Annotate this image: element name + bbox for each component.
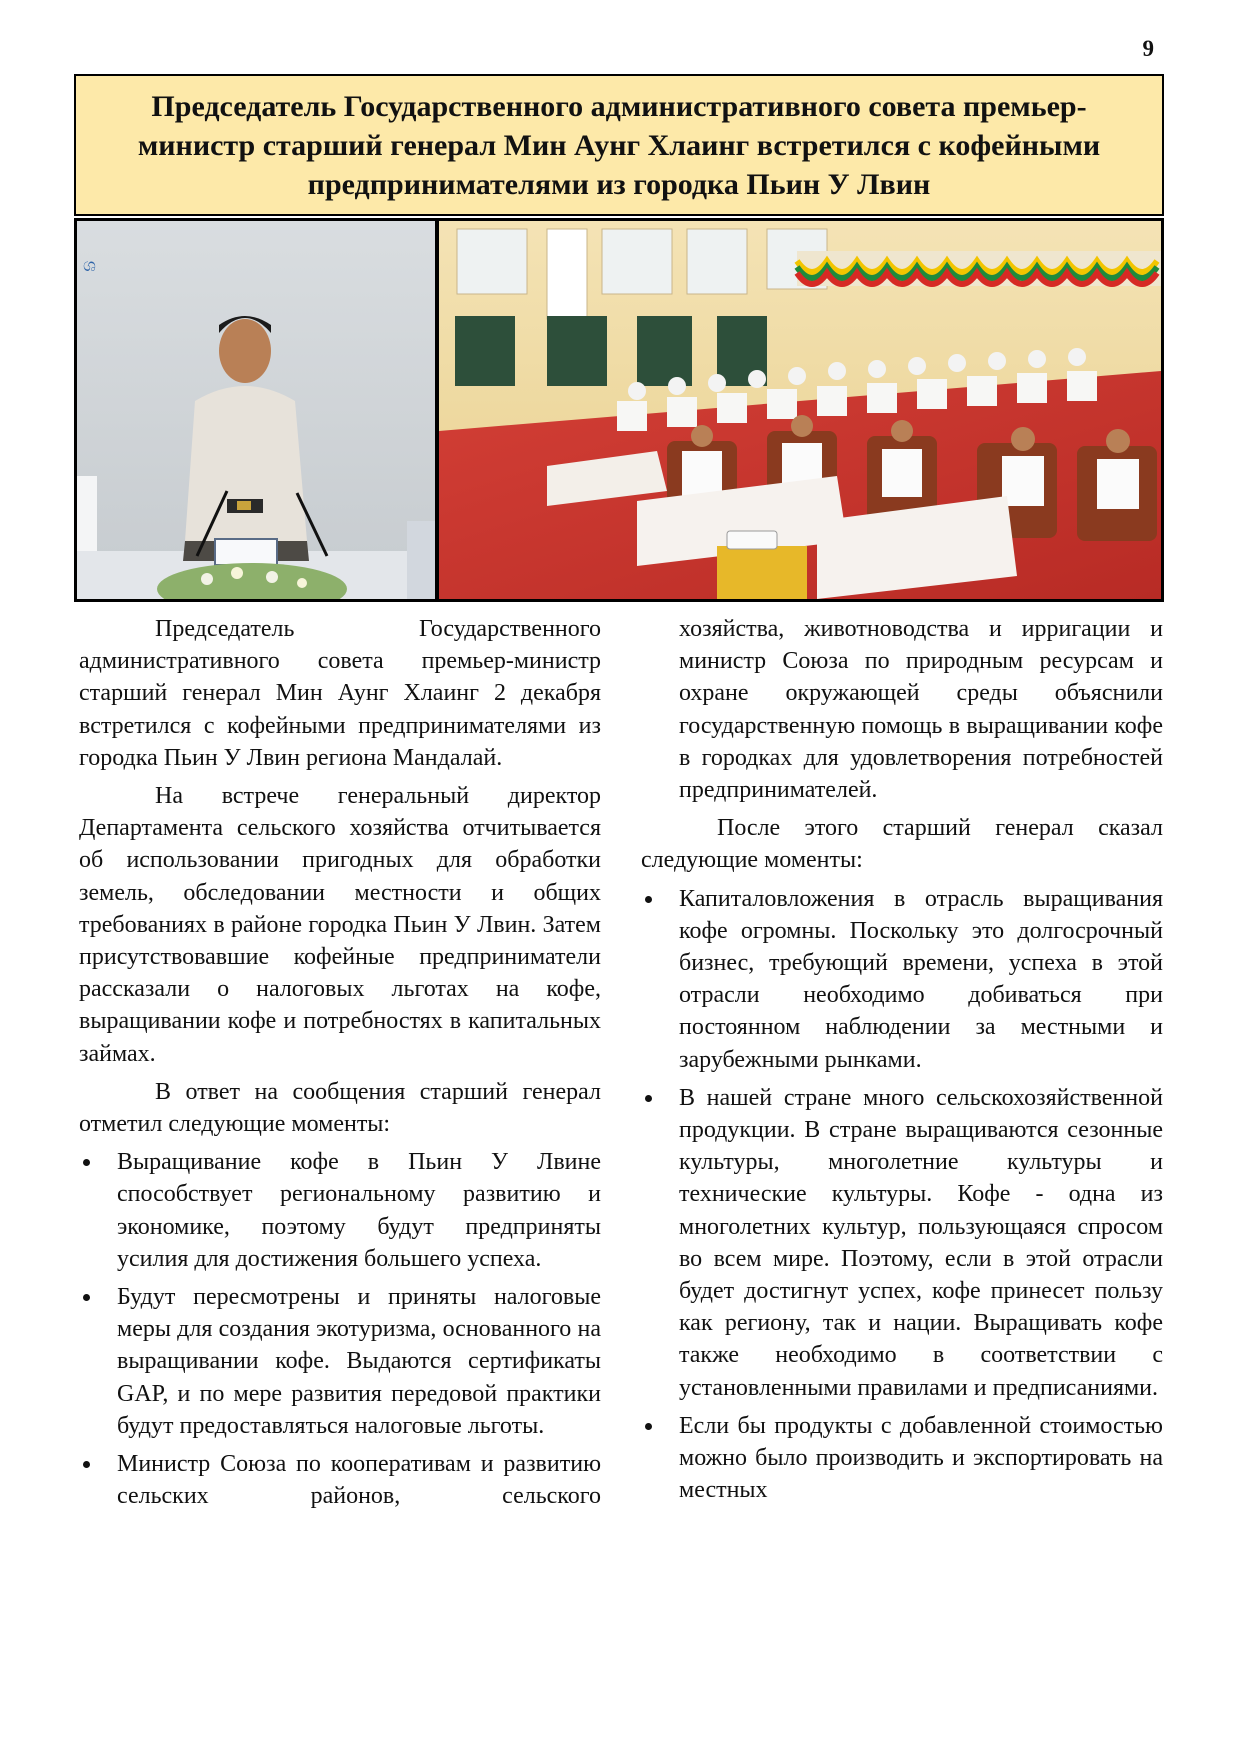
- svg-text:ශ: ශ: [83, 255, 96, 276]
- paragraph-points: После этого старший генерал сказал следующие моменты:: [641, 815, 1163, 874]
- right-bullet-list: [641, 883, 1163, 1507]
- list-item: В нашей стране много сельскохозяйственной продукции. В стране выращиваются сезонные культуры, многолетние культуры и технические культуры. Кофе - одна из многолетних культур, пользующаяся спросом во всем мире. Поэтому, если в этой отрасли будет достигнут успех, кофе принесет пользу как региону, так и нации. Выращивать кофе также необходимо в соответствии с установленными правилами и предписаниями.: [641, 1082, 1163, 1404]
- title-line-2: министр старший генерал Мин Аунг Хлаинг встретился с кофейными: [137, 128, 1101, 162]
- list-item: Будут пересмотрены и приняты налоговые меры для создания экотуризма, основанного на выращивании кофе. Выдаются сертификаты GAP, и по мере развития передовой практики будут предоставляться налоговые льготы.: [79, 1281, 601, 1442]
- list-item: Если бы продукты с добавленной стоимостью можно было производить и экспортировать на местных: [641, 1410, 1163, 1507]
- left-column: [79, 613, 601, 1518]
- left-bullet-list: [79, 1146, 601, 1512]
- article-title: [74, 74, 1164, 216]
- list-item: Министр Союза по кооперативам и развитию сельских районов, сельского: [79, 1448, 601, 1512]
- speaker-panel: [77, 221, 435, 599]
- list-item: Выращивание кофе в Пьин У Лвине способствует региональному развитию и экономике, поэтому будут предприняты усилия для достижения большего успеха.: [79, 1146, 601, 1275]
- title-line-3: предпринимателями из городка Пьин У Лвин: [307, 167, 931, 201]
- list-item: Капиталовложения в отрасль выращивания кофе огромны. Поскольку это долгосрочный бизнес, требующий времени, успеха в этой отрасли необходимо добиваться при постоянном наблюдении за местными и зарубежными рынками.: [641, 883, 1163, 1076]
- paragraph-response: В ответ на сообщения старший генерал отметил следующие моменты:: [79, 1078, 601, 1138]
- page-number: 9: [1142, 36, 1154, 61]
- right-column: [641, 613, 1163, 1512]
- title-line-1: Председатель Государственного административного совета премьер-: [151, 89, 1087, 123]
- article-photo: [74, 218, 1164, 602]
- paragraph-report: На встрече генеральный директор Департамента сельского хозяйства отчитывается об использовании пригодных для обработки земель, обследовании местности и общих требованиях в районе городка Пьин У Лвин. Затем присутствовавшие кофейные предприниматели рассказали о налоговых льготах на кофе, выращивании кофе и потребностях в капитальных займах.: [79, 783, 601, 1067]
- paragraph-intro: Председатель Государственного административного совета премьер-министр старший генерал Мин Аунг Хлаинг 2 декабря встретился с кофейными предпринимателями из городка Пьин У Лвин региона Мандалай.: [79, 616, 601, 771]
- meeting-hall-panel: [439, 221, 1161, 599]
- paragraph-continued: хозяйства, животноводства и ирригации и министр Союза по природным ресурсам и охране окружающей среды объяснили государственную помощь в выращивании кофе в городках для удовлетворения потребностей предпринимателей.: [679, 616, 1163, 804]
